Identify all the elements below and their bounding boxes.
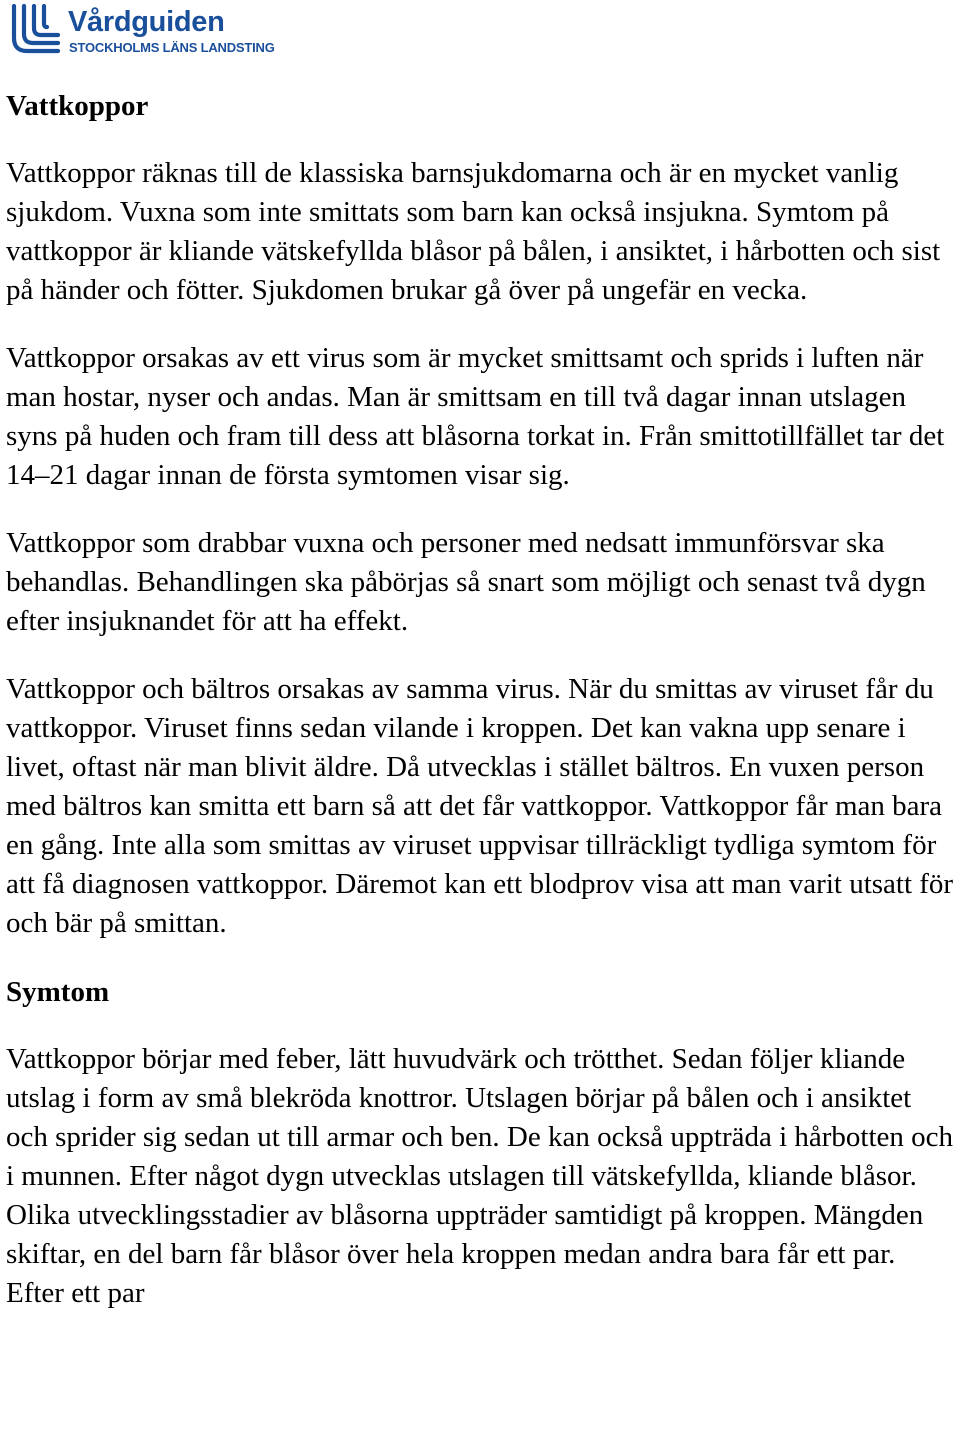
article-content [6,86,960,1342]
brand-name: Vårdguiden [68,6,225,38]
brand-logo[interactable] [6,4,296,56]
vardguiden-logo-icon [6,4,64,56]
paragraph-shingles: Vattkoppor och bältros orsakas av samma virus. När du smittas av viruset får du vattkoppor. Viruset finns sedan vilande i kroppen. Det kan vakna upp senare i livet, oftast när man blivit äldre. Då utvecklas i stället bältros. En vuxen person med bältros kan smitta ett barn så att det får vattkoppor. Vattkoppor får man bara en gång. Inte alla som smittas av viruset uppvisar tillräckligt tydliga symtom för att få diagnosen vattkoppor. Däremot kan ett blodprov visa att man varit utsatt för och bär på smittan. [6,673,954,939]
symptoms-heading: Symtom [6,976,110,1008]
paragraph-intro: Vattkoppor räknas till de klassiska barnsjukdomarna och är en mycket vanlig sjukdom. Vuxna som inte smittats som barn kan också insjukna. Symtom på vattkoppor är kliande vätskefyllda blåsor på bålen, i ansiktet, i hårbotten och sist på händer och fötter. Sjukdomen brukar gå över på ungefär en vecka. [6,157,941,306]
paragraph-symptoms: Vattkoppor börjar med feber, lätt huvudvärk och trötthet. Sedan följer kliande utslag i form av små blekröda knottror. Utslagen börjar på bålen och i ansiktet och sprider sig sedan ut till armar och ben. De kan också uppträda i hårbotten och i munnen. Efter något dygn utvecklas utslagen till vätskefyllda, kliande blåsor. Olika utvecklingsstadier av blåsorna uppträder samtidigt på kroppen. Mängden skiftar, en del barn får blåsor över hela kroppen medan andra bara får ett par. Efter ett par [6,1043,954,1309]
brand-subtitle: STOCKHOLMS LÄNS LANDSTING [69,40,275,55]
paragraph-treatment: Vattkoppor som drabbar vuxna och personer med nedsatt immunförsvar ska behandlas. Behandlingen ska påbörjas så snart som möjligt och senast två dygn efter insjuknandet för att ha effekt. [6,527,926,637]
article-title: Vattkoppor [6,90,149,122]
paragraph-cause: Vattkoppor orsakas av ett virus som är mycket smittsamt och sprids i luften när man hostar, nyser och andas. Man är smittsam en till två dagar innan utslagen syns på huden och fram till dess att blåsorna torkat in. Från smittotillfället tar det 14–21 dagar innan de första symtomen visar sig. [6,342,945,491]
